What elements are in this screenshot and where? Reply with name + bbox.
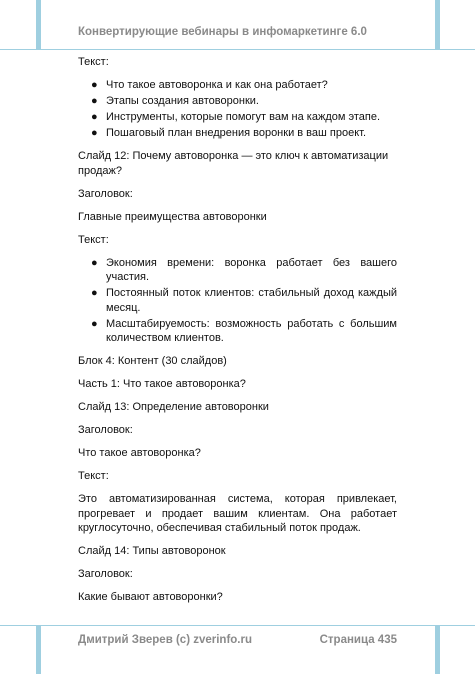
page-content — [78, 55, 397, 613]
list-item — [91, 256, 397, 285]
title-label: Заголовок: — [78, 187, 133, 200]
title-label: Заголовок: — [78, 424, 133, 436]
page-decoration-bar-top-left — [36, 0, 41, 50]
list-item — [91, 126, 397, 141]
page-decoration-bar-bottom-right — [435, 626, 440, 674]
bullet-icon: ● — [91, 287, 98, 299]
list-item — [91, 317, 397, 346]
text-label: Текст: — [78, 233, 109, 246]
bullet-icon: ● — [91, 256, 98, 269]
slide-title: Какие бывают автоворонки? — [78, 591, 223, 603]
slide-title: Главные преимущества автоворонки — [78, 210, 267, 223]
list-item — [91, 286, 397, 315]
slide-heading: Слайд 12: Почему автоворонка — это ключ к автоматизации продаж? — [78, 150, 389, 177]
page-header-title: Конвертирующие вебинары в инфомаркетинге 6.0 — [78, 26, 367, 38]
header-divider — [0, 49, 475, 50]
slide-title: Что такое автоворонка? — [78, 447, 201, 459]
body-paragraph: Это автоматизированная система, которая привлекает, прогревает и продает вашим клиентам. Она работает круглосуточно, обеспечивая стабильный поток продаж. — [78, 493, 397, 534]
slide-heading: Слайд 13: Определение автоворонки — [78, 401, 269, 413]
bullet-icon: ● — [91, 317, 98, 330]
page-decoration-bar-top-right — [435, 0, 440, 50]
bullet-list-webinar-topics — [78, 78, 397, 141]
list-item-text: Что такое автоворонка и как она работает? — [106, 79, 328, 91]
text-label: Текст: — [78, 470, 109, 482]
title-label: Заголовок: — [78, 568, 133, 580]
bullet-icon: ● — [91, 95, 98, 107]
list-item-text: Этапы создания автоворонки. — [106, 95, 259, 107]
list-item — [91, 94, 397, 109]
footer-page-number: Страница 435 — [319, 634, 397, 646]
bullet-icon: ● — [91, 111, 98, 123]
list-item-text: Масштабируемость: возможность работать с большим количеством клиентов. — [106, 317, 397, 344]
list-item-text: Пошаговый план внедрения воронки в ваш проект. — [106, 127, 367, 139]
list-item-text: Постоянный поток клиентов: стабильный доход каждый месяц. — [106, 287, 397, 314]
list-item-text: Экономия времени: воронка работает без вашего участия. — [106, 256, 397, 283]
block-heading: Блок 4: Контент (30 слайдов) — [78, 355, 227, 367]
text-label: Текст: — [78, 56, 109, 68]
footer-divider — [0, 625, 475, 626]
slide-heading: Слайд 14: Типы автоворонок — [78, 545, 226, 557]
list-item — [91, 78, 397, 93]
footer-author: Дмитрий Зверев (с) zverinfo.ru — [78, 634, 252, 646]
bullet-icon: ● — [91, 79, 98, 91]
part-heading: Часть 1: Что такое автоворонка? — [78, 378, 246, 390]
bullet-list-advantages — [78, 256, 397, 346]
bullet-icon: ● — [91, 127, 98, 139]
list-item-text: Инструменты, которые помогут вам на каждом этапе. — [106, 111, 381, 123]
list-item — [91, 110, 397, 125]
page-decoration-bar-bottom-left — [36, 626, 41, 674]
